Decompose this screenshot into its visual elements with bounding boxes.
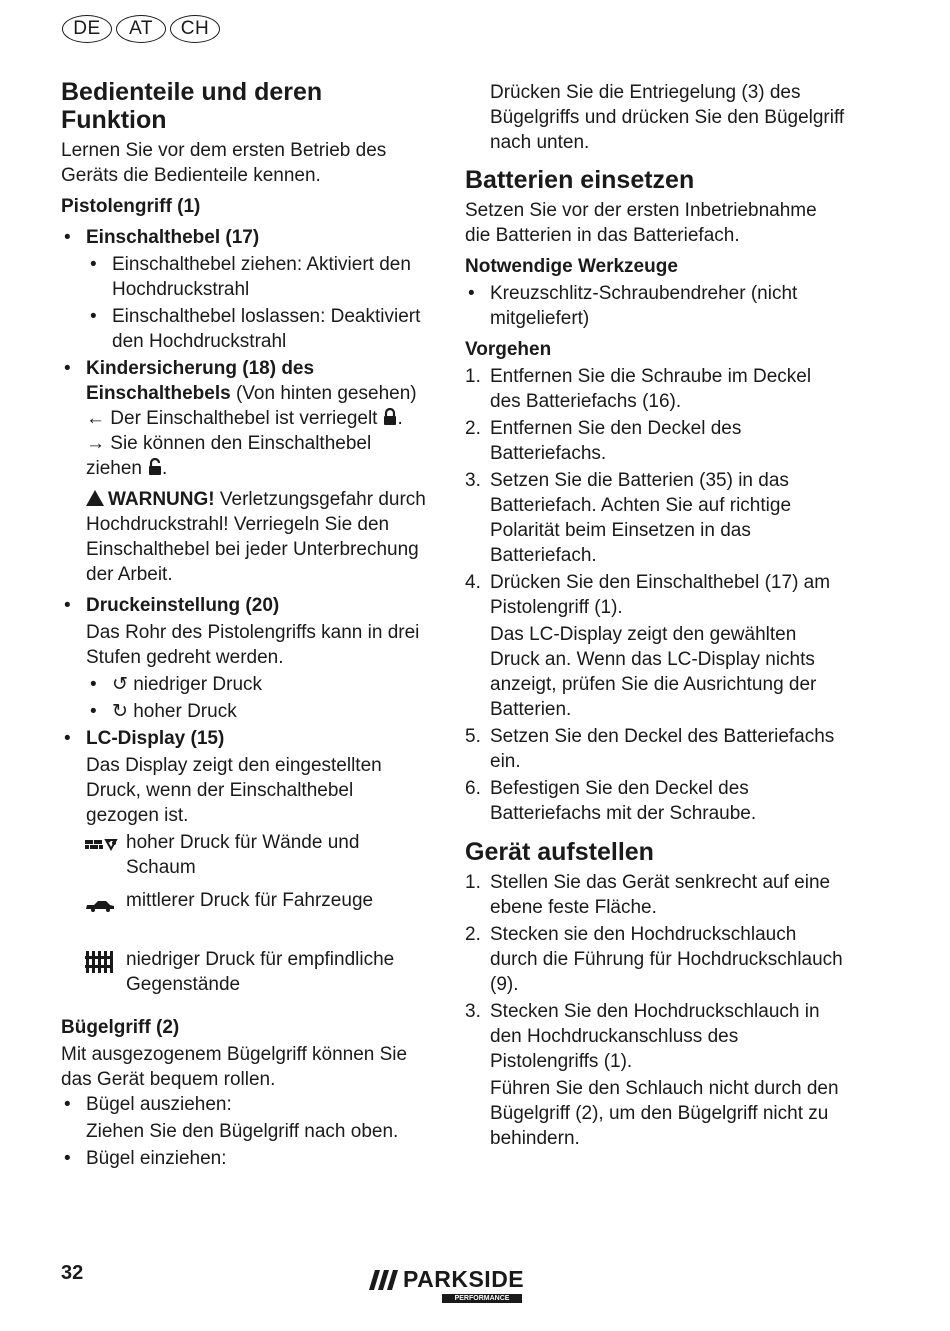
battery-step-1: 1. Entfernen Sie die Schraube im Deckel des Batteriefachs (16). <box>465 366 812 412</box>
lc-display-text: Das Display zeigt den eingestellten Druck, wenn der Einschalthebel gezogen ist. <box>86 755 382 826</box>
battery-step-5: 5. Setzen Sie den Deckel des Batteriefachs ein. <box>465 726 835 772</box>
controls-intro: Lernen Sie vor dem ersten Betrieb des Geräts die Bedienteile kennen. <box>61 140 387 186</box>
battery-step-6-text: Befestigen Sie den Deckel des Batteriefachs mit der Schraube. <box>490 778 757 824</box>
setup-step-2: 2. Stecken sie den Hochdruckschlauch durch die Führung für Hochdruckschlauch (9). <box>465 924 843 995</box>
lock-right-line: → Sie können den Einschalthebel ziehen . <box>86 433 372 479</box>
right-column <box>465 80 845 1151</box>
battery-step-3: 3. Setzen Sie die Batterien (35) in das Batteriefach. Achten Sie auf richtige Polarität beim Einsetzen in das Batteriefach. <box>465 470 792 566</box>
trigger-title: Einschalthebel (17) <box>86 227 260 248</box>
battery-step-3-text: Setzen Sie die Batterien (35) in das Batteriefach. Achten Sie auf richtige Polarität beim Einsetzen in das Batteriefach. <box>490 470 792 566</box>
battery-step-5-text: Setzen Sie den Deckel des Batteriefachs ein. <box>490 726 835 772</box>
child-lock-suffix: (Von hinten gesehen) <box>235 383 417 404</box>
setup-step-3-text: Stecken Sie den Hochdruckschlauch in den Hochdruckanschluss des Pistolengriffs (1). <box>490 1001 820 1072</box>
handle-out-label: Bügel ausziehen: <box>86 1094 232 1115</box>
left-column <box>61 78 431 1171</box>
brand-logo <box>369 1266 524 1303</box>
tool-text: Kreuzschlitz-Schraubendreher (nicht mitgeliefert) <box>490 283 798 329</box>
setup-step-1: 1. Stellen Sie das Gerät senkrecht auf eine ebene feste Fläche. <box>465 872 831 918</box>
lock-left-text: ← Der Einschalthebel ist verriegelt <box>86 408 378 429</box>
country-badge-at: AT <box>116 15 166 43</box>
list-item-tool <box>465 281 845 331</box>
battery-step-2: 2. Entfernen Sie den Deckel des Batteriefachs. <box>465 418 742 464</box>
fence-icon <box>85 949 113 973</box>
list-item-child-lock <box>61 356 431 406</box>
lock-closed-icon <box>383 408 397 426</box>
list-item-trigger <box>61 225 431 250</box>
lc-row-medium <box>61 888 431 919</box>
warning-label: WARNUNG! <box>108 489 215 510</box>
lc-row-low <box>61 947 431 997</box>
warning-block <box>61 487 431 587</box>
brand-name: PARKSIDE <box>403 1266 525 1292</box>
lc-row-high <box>61 830 431 880</box>
battery-step-2-text: Entfernen Sie den Deckel des Batteriefachs. <box>490 418 742 464</box>
setup-step-2-text: Stecken sie den Hochdruckschlauch durch die Führung für Hochdruckschlauch (9). <box>490 924 843 995</box>
handle-out-text: Ziehen Sie den Bügelgriff nach oben. <box>86 1121 399 1142</box>
list-item-lc-display <box>61 726 431 751</box>
country-badge-de: DE <box>62 15 112 43</box>
list-item-pressure-low <box>61 672 431 697</box>
lock-right-text: → Sie können den Einschalthebel ziehen <box>86 433 372 479</box>
heading-procedure: Vorgehen <box>465 339 552 360</box>
lc-display-title: LC-Display (15) <box>86 728 225 749</box>
list-item-pressure-high <box>61 699 431 724</box>
setup-step-1-text: Stellen Sie das Gerät senkrecht auf eine ebene feste Fläche. <box>490 872 831 918</box>
battery-step-4: 4. Drücken Sie den Einschalthebel (17) am Pistolengriff (1). <box>465 572 831 618</box>
batteries-intro: Setzen Sie vor der ersten Inbetriebnahme die Batterien in das Batteriefach. <box>465 200 817 246</box>
pressure-title: Druckeinstellung (20) <box>86 595 280 616</box>
heading-pistol-grip: Pistolengriff (1) <box>61 196 201 217</box>
car-icon <box>85 900 115 912</box>
handle-in-label: Bügel einziehen: <box>86 1148 227 1169</box>
country-badge-ch: CH <box>170 15 220 43</box>
battery-step-6: 6. Befestigen Sie den Deckel des Batteriefachs mit der Schraube. <box>465 778 757 824</box>
battery-step-4-note: Das LC-Display zeigt den gewählten Druck an. Wenn das LC-Display nichts anzeigt, prüfen Sie die Ausrichtung der Batterien. <box>490 624 817 720</box>
wall-foam-icon <box>85 838 123 852</box>
pressure-text: Das Rohr des Pistolengriffs kann in drei Stufen gedreht werden. <box>86 622 420 668</box>
page-number: 32 <box>61 1262 84 1284</box>
list-item-handle-out <box>61 1092 431 1117</box>
battery-step-4-text: Drücken Sie den Einschalthebel (17) am Pistolengriff (1). <box>490 572 831 618</box>
lc-row-medium-text: mittlerer Druck für Fahrzeuge <box>126 890 374 911</box>
setup-step-3: 3. Stecken Sie den Hochdruckschlauch in den Hochdruckanschluss des Pistolengriffs (1). <box>465 1001 820 1072</box>
lc-row-high-text: hoher Druck für Wände und Schaum <box>126 832 360 878</box>
pressure-high-text: ↻ hoher Druck <box>112 701 237 722</box>
warning-text: Verletzungsgefahr durch Hochdruckstrahl! Verriegeln Sie den Einschalthebel bei jeder Unterbrechung der Arbeit. <box>86 489 426 585</box>
heading-controls: Bedienteile und deren Funktion <box>61 78 323 134</box>
pressure-low-text: ↺ niedriger Druck <box>112 674 263 695</box>
child-lock-title: Kindersicherung (18) des Einschalthebels <box>86 358 315 404</box>
warning-icon <box>86 490 104 506</box>
heading-handle: Bügelgriff (2) <box>61 1017 180 1038</box>
brand-sub: PERFORMANCE <box>442 1294 522 1303</box>
battery-step-1-text: Entfernen Sie die Schraube im Deckel des Batteriefachs (16). <box>490 366 812 412</box>
list-item-pressure <box>61 593 431 618</box>
lock-left-line: ← Der Einschalthebel ist verriegelt . <box>86 408 403 429</box>
trigger-release-text: Einschalthebel loslassen: Deaktiviert den Hochdruckstrahl <box>112 306 421 352</box>
handle-in-text: Drücken Sie die Entriegelung (3) des Bügelgriffs und drücken Sie den Bügelgriff nach unten. <box>490 82 845 153</box>
setup-step-3-note: Führen Sie den Schlauch nicht durch den Bügelgriff (2), um den Bügelgriff nicht zu behindern. <box>490 1078 839 1149</box>
list-item-trigger-release <box>61 304 431 354</box>
lock-open-icon <box>148 458 162 476</box>
lc-row-low-text: niedriger Druck für empfindliche Gegenstände <box>126 949 395 995</box>
heading-setup: Gerät aufstellen <box>465 838 654 866</box>
heading-tools: Notwendige Werkzeuge <box>465 256 678 277</box>
list-item-handle-in <box>61 1146 431 1171</box>
brand-stripes-icon <box>369 1270 399 1290</box>
list-item-trigger-pull <box>61 252 431 302</box>
heading-batteries: Batterien einsetzen <box>465 166 695 194</box>
country-badges <box>62 15 220 43</box>
handle-text: Mit ausgezogenem Bügelgriff können Sie das Gerät bequem rollen. <box>61 1044 408 1090</box>
trigger-pull-text: Einschalthebel ziehen: Aktiviert den Hochdruckstrahl <box>112 254 411 300</box>
